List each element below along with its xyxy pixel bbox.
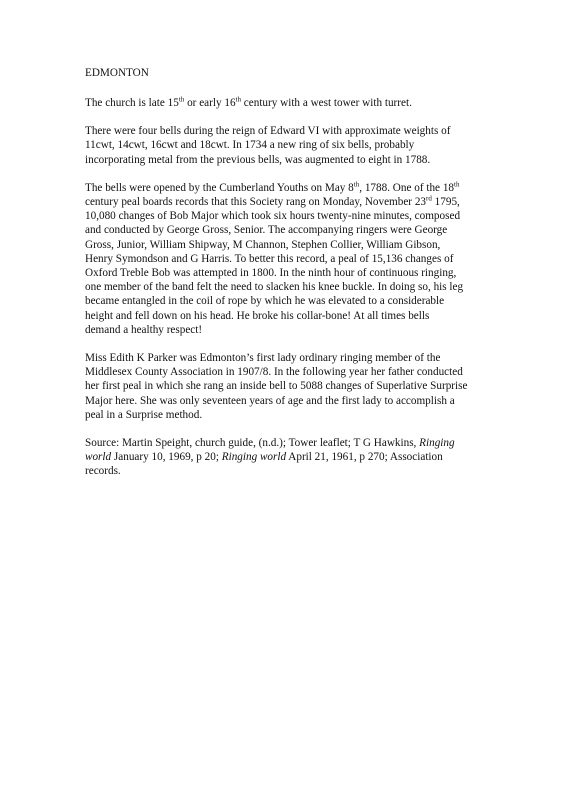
- text-run: Source: Martin Speight, church guide, (n.d.); Tower leaflet; T G Hawkins,: [85, 437, 420, 450]
- document-title: EDMONTON: [85, 67, 149, 79]
- text-line: her first peal in which she rang an inside bell to 5088 changes of Superlative Surprise: [85, 380, 468, 393]
- paragraph-bells-history: [85, 124, 505, 167]
- text-line: [85, 450, 505, 464]
- text-line: one member of the band felt the need to slacken his knee buckle. In doing so, his leg: [85, 281, 464, 294]
- text-line: incorporating metal from the previous bells, was augmented to eight in 1788.: [85, 153, 431, 166]
- superscript: rd: [426, 194, 432, 203]
- text-line: There were four bells during the reign of Edward VI with approximate weights of: [85, 125, 451, 138]
- paragraph-church-date: [85, 96, 505, 110]
- text-line: [85, 96, 505, 110]
- text-run: century peal boards records that this Society rang on Monday, November 23: [85, 196, 427, 209]
- italic-citation: Ringing world: [221, 451, 287, 464]
- text-run: The bells were opened by the Cumberland Youths on May 8: [85, 181, 354, 194]
- text-run: January 10, 1969, p 20;: [111, 451, 222, 464]
- text-line: Major here. She was only seventeen years of age and the first lady to accomplish a: [85, 394, 455, 407]
- text-run: April 21, 1961, p 270; Association: [286, 451, 443, 464]
- italic-citation: Ringing: [419, 437, 455, 450]
- text-run: 1795,: [431, 196, 460, 209]
- superscript: th: [353, 180, 360, 189]
- text-run: , 1788. One of the 18: [359, 181, 455, 194]
- text-line: Oxford Treble Bob was attempted in 1800. In the ninth hour of continuous ringing,: [85, 267, 457, 280]
- text-run: century with a west tower with turret.: [241, 97, 412, 109]
- text-line: Miss Edith K Parker was Edmonton’s first lady ordinary ringing member of the: [85, 352, 441, 365]
- paragraph-sources: [85, 436, 505, 479]
- text-line: Gross, Junior, William Shipway, M Channon, Stephen Collier, William Gibson,: [85, 238, 441, 251]
- italic-citation: world: [85, 451, 112, 464]
- text-line: 11cwt, 14cwt, 16cwt and 18cwt. In 1734 a new ring of six bells, probably: [85, 139, 415, 152]
- text-line: 10,080 changes of Bob Major which took six hours twenty-nine minutes, composed: [85, 210, 461, 223]
- text-line: Henry Symondson and G Harris. To better this record, a peal of 15,136 changes of: [85, 252, 454, 265]
- superscript: th: [235, 95, 241, 104]
- text-run: or early 16: [184, 97, 236, 109]
- text-line: height and fell down on his head. He broke his collar-bone! At all times bells: [85, 309, 430, 322]
- text-line: [85, 181, 505, 195]
- text-run: The church is late 15: [85, 97, 179, 109]
- document-page: [85, 66, 505, 493]
- paragraph-cumberland-youths: [85, 181, 505, 337]
- text-line: and conducted by George Gross, Senior. The accompanying ringers were George: [85, 224, 448, 237]
- superscript: th: [454, 180, 460, 189]
- text-line: became entangled in the coil of rope by which he was elevated to a considerable: [85, 295, 445, 308]
- text-line: demand a healthy respect!: [85, 323, 203, 336]
- text-line: [85, 195, 505, 209]
- text-line: peal in a Surprise method.: [85, 408, 203, 421]
- text-line: records.: [85, 465, 121, 478]
- superscript: th: [178, 95, 185, 104]
- text-line: Middlesex County Association in 1907/8. In the following year her father conducted: [85, 366, 463, 379]
- text-line: [85, 436, 505, 450]
- paragraph-edith-parker: [85, 351, 505, 422]
